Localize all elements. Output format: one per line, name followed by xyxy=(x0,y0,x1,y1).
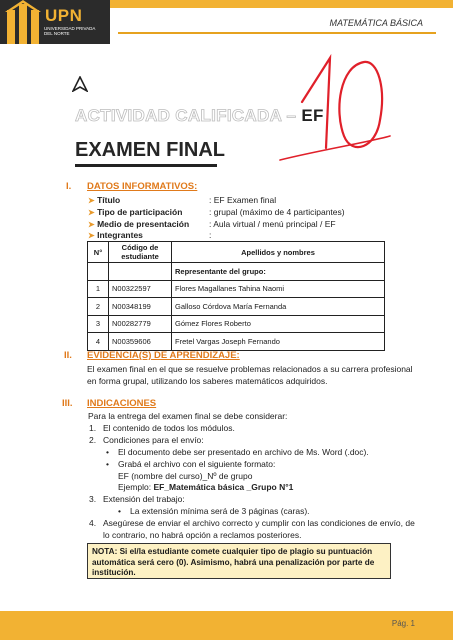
example-value: EF_Matemática básica _Grupo N°1 xyxy=(153,482,294,492)
table-cell: 2 xyxy=(88,298,109,316)
field-members xyxy=(88,230,143,240)
instruction-item: Condiciones para el envío: xyxy=(103,435,204,445)
field-value: : grupal (máximo de 4 participantes) xyxy=(209,207,345,217)
field-label: Integrantes xyxy=(97,230,143,240)
section-1-title: DATOS INFORMATIVOS: xyxy=(87,181,198,192)
section-2-title: EVIDENCIA(S) DE APRENDIZAJE: xyxy=(87,350,240,361)
arrow-icon xyxy=(72,76,88,92)
field-value: : xyxy=(209,230,212,240)
instructions-intro: Para la entrega del examen final se debe considerar: xyxy=(88,411,288,421)
logo-tower-icon xyxy=(3,0,43,44)
table-cell: Galloso Córdova María Fernanda xyxy=(172,298,385,316)
table-cell: Fretel Vargas Joseph Fernando xyxy=(172,333,385,351)
instruction-item: El contenido de todos los módulos. xyxy=(103,423,235,433)
table-cell: N00282779 xyxy=(109,315,172,333)
plagiarism-note: NOTA: Si el/la estudiante comete cualquier tipo de plagio su puntuación automática será cero (0). Asimismo, habrá una penalización por parte de institución. xyxy=(87,543,391,579)
activity-title-code: EF xyxy=(301,106,324,125)
activity-title-main: ACTIVIDAD CALIFICADA – xyxy=(75,106,302,125)
evidence-text-line2: en forma grupal, utilizando los saberes matemáticos adquiridos. xyxy=(87,376,328,386)
table-header: Código de estudiante xyxy=(109,242,172,263)
section-3-title: INDICACIONES xyxy=(87,398,157,409)
table-header: N° xyxy=(88,242,109,263)
field-label: Medio de presentación xyxy=(97,219,190,229)
table-cell: Flores Magallanes Tahina Naomi xyxy=(172,280,385,298)
table-cell: N00359606 xyxy=(109,333,172,351)
bullet-icon: • xyxy=(106,447,109,457)
section-2-number: II. xyxy=(64,350,72,361)
footer-bar xyxy=(0,611,453,640)
field-value: : Aula virtual / menú principal / EF xyxy=(209,219,336,229)
evidence-text-line1: El examen final en el que se resuelve problemas relacionados a su carrera profesional xyxy=(87,364,413,374)
representative-label: Representante del grupo: xyxy=(172,263,385,281)
table-cell: 4 xyxy=(88,333,109,351)
section-3-number: III. xyxy=(62,398,73,409)
list-number: 2. xyxy=(89,435,97,445)
table-row xyxy=(88,315,385,333)
bullet-icon: • xyxy=(118,506,121,516)
exam-title: EXAMEN FINAL xyxy=(75,139,225,161)
table-cell xyxy=(109,263,172,281)
handwritten-grade xyxy=(260,40,400,180)
chevron-icon: ➤ xyxy=(88,231,95,240)
table-row xyxy=(88,280,385,298)
example-label: Ejemplo: xyxy=(118,482,154,492)
list-number: 1. xyxy=(89,423,97,433)
instruction-item: Extensión del trabajo: xyxy=(103,494,185,504)
table-cell: N00348199 xyxy=(109,298,172,316)
instruction-bullet: Grabá el archivo con el siguiente formato: xyxy=(118,459,276,469)
table-header-row xyxy=(88,242,385,263)
chevron-icon: ➤ xyxy=(88,208,95,217)
field-participation xyxy=(88,207,182,217)
table-cell: Gómez Flores Roberto xyxy=(172,315,385,333)
field-label: Tipo de participación xyxy=(97,207,183,217)
table-cell: 3 xyxy=(88,315,109,333)
page-number: Pág. 1 xyxy=(391,619,415,628)
bullet-icon: • xyxy=(106,459,109,469)
table-cell: 1 xyxy=(88,280,109,298)
table-cell xyxy=(88,263,109,281)
file-format: EF (nombre del curso)_Nº de grupo xyxy=(118,471,253,481)
instruction-item: Asegúrese de enviar el archivo correcto y cumplir con las condiciones de envío, de xyxy=(103,518,415,528)
chevron-icon: ➤ xyxy=(88,220,95,229)
course-name: MATEMÁTICA BÁSICA xyxy=(329,18,423,28)
list-number: 3. xyxy=(89,494,97,504)
title-underline xyxy=(75,164,217,167)
file-example xyxy=(118,482,293,492)
instruction-bullet: El documento debe ser presentado en archivo de Ms. Word (.doc). xyxy=(118,447,369,457)
list-number: 4. xyxy=(89,518,97,528)
table-cell: N00322597 xyxy=(109,280,172,298)
field-value: : EF Examen final xyxy=(209,195,277,205)
section-1-number: I. xyxy=(66,181,72,192)
table-row xyxy=(88,263,385,281)
table-header: Apellidos y nombres xyxy=(172,242,385,263)
logo-subtext: UNIVERSIDAD PRIVADA DEL NORTE xyxy=(44,26,96,36)
members-table xyxy=(87,241,385,351)
field-label: Título xyxy=(97,195,121,205)
field-title xyxy=(88,195,120,205)
chevron-icon: ➤ xyxy=(88,196,95,205)
instruction-item-cont: lo contrario, no habrá opción a reclamos posteriores. xyxy=(103,530,302,540)
instruction-bullet: La extensión mínima será de 3 páginas (caras). xyxy=(130,506,310,516)
table-row xyxy=(88,333,385,351)
header-divider xyxy=(118,32,436,34)
field-medium xyxy=(88,219,189,229)
logo-text: UPN xyxy=(45,6,83,25)
table-row xyxy=(88,298,385,316)
